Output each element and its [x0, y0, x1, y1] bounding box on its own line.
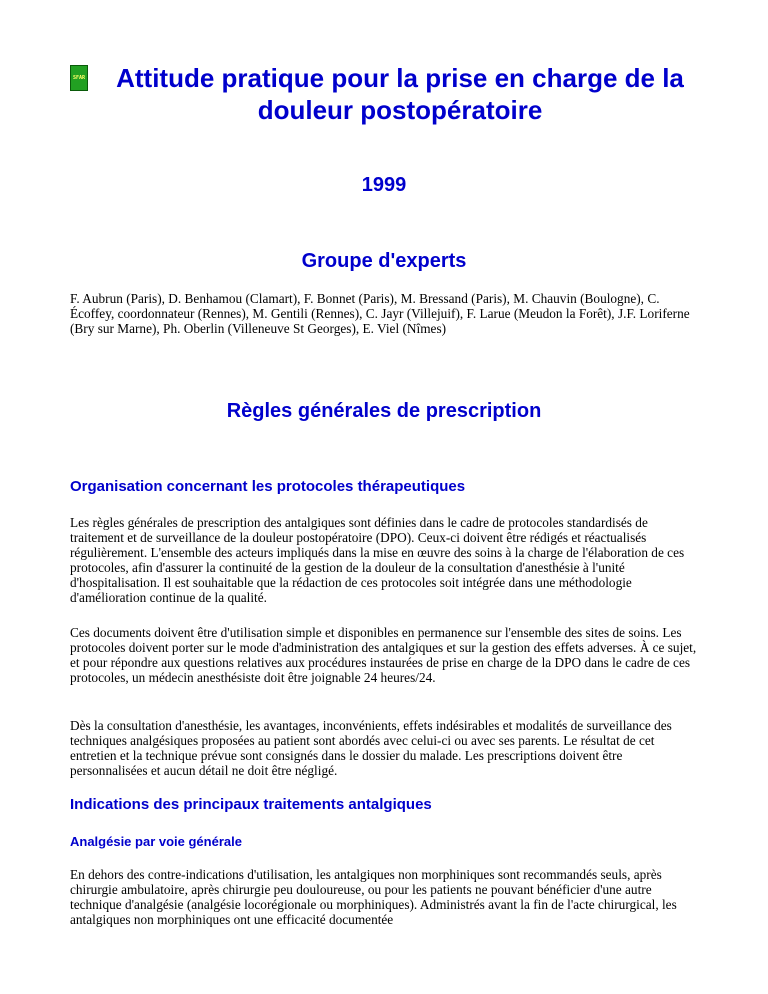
sfar-logo-icon: [70, 65, 88, 91]
organisation-paragraph-3: Dès la consultation d'anesthésie, les avantages, inconvénients, effets indésirables et modalités de surveillance des techniques analgésiques proposées au patient sont abordés avec celui-ci ou avec ses parents. Le résultat de cet entretien et la technique prévue sont consignés dans le dossier du malade. Les prescriptions doivent être personnalisées et aucun détail ne doit être négligé.: [70, 718, 672, 778]
rules-heading: Règles générales de prescription: [226, 400, 542, 422]
organisation-paragraph-2: Ces documents doivent être d'utilisation simple et disponibles en permanence sur l'ensemble des sites de soins. Les protocoles doivent porter sur le mode d'administration des antalgiques et sur la gestion des effets adverses. À ce sujet, et pour répondre aux questions relatives aux procédures instaurées de prise en charge de la DPO dans le cadre de ces protocoles, un médecin anesthésiste doit être joignable 24 heures/24.: [70, 625, 697, 685]
organisation-paragraph-1: Les règles générales de prescription des antalgiques sont définies dans le cadre de protocoles standardisés de traitement et de surveillance de la douleur postopératoire (DPO). Ceux-ci doivent être rédigés et réactualisés régulièrement. L'ensemble des acteurs impliqués dans la mise en œuvre des soins à la charge de l'élaboration de ces protocoles, afin d'assurer la continuité de la gestion de la douleur de la consultation d'anesthésie à l'unité d'hospitalisation. Il est souhaitable que la rédaction de ces protocoles soit intégrée dans une méthodologie d'amélioration continue de la qualité.: [70, 515, 685, 605]
indications-heading: Indications des principaux traitements antalgiques: [70, 796, 432, 813]
year-heading: 1999: [361, 174, 407, 196]
page-title: Attitude pratique pour la prise en charge de la douleur postopératoire: [116, 63, 684, 125]
general-analgesia-paragraph: En dehors des contre-indications d'utilisation, les antalgiques non morphiniques sont recommandés seuls, après chirurgie ambulatoire, après chirurgie peu douloureuse, ou pour les patients ne pouvant bénéficier d'une autre technique d'analgésie (analgésie locorégionale ou morphiniques). Administrés avant la fin de l'acte chirurgical, les antalgiques non morphiniques ont une efficacité documentée: [70, 867, 677, 927]
organisation-heading: Organisation concernant les protocoles thérapeutiques: [70, 478, 466, 495]
experts-heading: Groupe d'experts: [301, 250, 467, 272]
experts-list: F. Aubrun (Paris), D. Benhamou (Clamart), F. Bonnet (Paris), M. Bressand (Paris), M. Chauvin (Boulogne), C. Écoffey, coordonnateur (Rennes), M. Gentili (Rennes), C. Jayr (Villejuif), F. Larue (Meudon la Forêt), J.F. Loriferne (Bry sur Marne), Ph. Oberlin (Villeneuve St Georges), E. Viel (Nîmes): [70, 291, 690, 336]
logo-text: SFAR: [72, 75, 86, 81]
general-analgesia-heading: Analgésie par voie générale: [70, 834, 242, 849]
